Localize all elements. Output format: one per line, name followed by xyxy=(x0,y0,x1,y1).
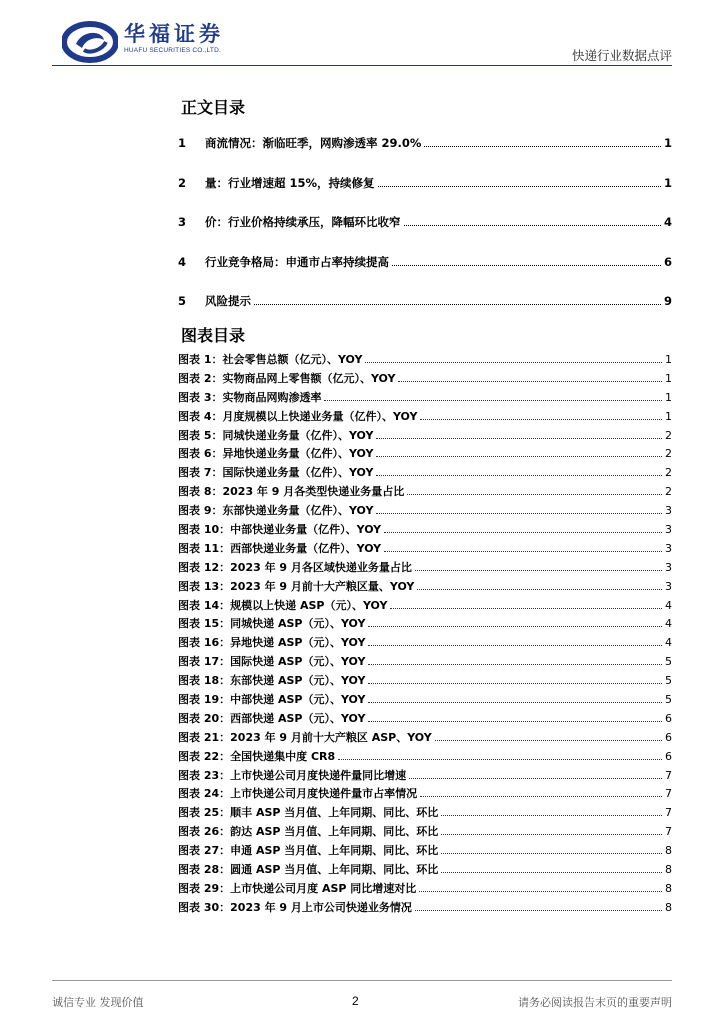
figure-entry[interactable] xyxy=(178,767,672,786)
toc-dot-leader xyxy=(435,740,662,741)
figure-entry-title[interactable]: 图表 19：中部快递 ASP（元）、YOY xyxy=(178,693,366,707)
figure-entry-page: 1 xyxy=(665,353,672,366)
toc-entry-title[interactable]: 行业竞争格局：申通市占率持续提高 xyxy=(205,254,389,269)
toc-entry-page: 4 xyxy=(663,215,672,229)
toc-entry-title[interactable]: 价：行业价格持续承压，降幅环比收窄 xyxy=(205,215,401,229)
company-logo xyxy=(62,18,252,64)
toc-dot-leader xyxy=(384,551,662,552)
toc-entry[interactable] xyxy=(178,175,672,215)
header-divider xyxy=(52,65,672,66)
toc-dot-leader xyxy=(376,438,662,439)
toc-dot-leader xyxy=(392,265,661,266)
figure-entry[interactable] xyxy=(178,653,672,672)
toc-entry-number: 5 xyxy=(178,294,187,308)
toc-dot-leader xyxy=(420,419,662,420)
figure-entry-page: 8 xyxy=(665,881,672,895)
toc-dot-leader xyxy=(441,853,662,854)
figure-entry[interactable] xyxy=(178,464,672,483)
figure-entry-title[interactable]: 图表 17：国际快递 ASP（元）、YOY xyxy=(178,655,366,669)
figure-entry-title[interactable]: 图表 2：实物商品网上零售额（亿元）、YOY xyxy=(178,371,396,385)
figure-entry-title[interactable]: 图表 24：上市快递公司月度快递件量市占率情况 xyxy=(178,787,418,801)
figure-entry-page: 1 xyxy=(665,409,672,423)
figure-entry[interactable] xyxy=(178,899,672,918)
figure-entry-page: 4 xyxy=(665,598,672,612)
toc-entry[interactable] xyxy=(178,135,672,175)
toc-dot-leader xyxy=(424,146,661,147)
figure-entry-page: 3 xyxy=(665,504,672,518)
toc-entry-number: 4 xyxy=(178,254,187,269)
figure-entry-page: 5 xyxy=(665,655,672,669)
toc-dot-leader xyxy=(404,225,661,226)
toc-entry-number: 1 xyxy=(178,136,187,150)
figure-entry-title[interactable]: 图表 15：同城快递 ASP（元）、YOY xyxy=(178,617,366,631)
figure-entry-page: 2 xyxy=(665,466,672,480)
figure-entry[interactable] xyxy=(178,804,672,823)
figure-entry[interactable] xyxy=(178,597,672,616)
figure-entry-title[interactable]: 图表 5：同城快递业务量（亿件）、YOY xyxy=(178,428,374,442)
figure-entry[interactable] xyxy=(178,842,672,861)
toc-dot-leader xyxy=(390,608,662,609)
main-toc-list xyxy=(178,135,672,333)
figure-entry-page: 4 xyxy=(665,636,672,650)
figure-entry-page: 1 xyxy=(665,390,672,404)
figure-entry-title[interactable]: 图表 27：申通 ASP 当月值、上年同期、同比、环比 xyxy=(178,844,439,858)
figure-entry-title[interactable]: 图表 9：东部快递业务量（亿件）、YOY xyxy=(178,504,374,518)
figure-entry[interactable] xyxy=(178,540,672,559)
figure-entry-page: 6 xyxy=(665,749,672,763)
figure-entry[interactable] xyxy=(178,521,672,540)
figure-entry[interactable] xyxy=(178,710,672,729)
figure-entry-title[interactable]: 图表 30：2023 年 9 月上市公司快递业务情况 xyxy=(178,900,412,914)
footer-slogan: 诚信专业 发现价值 xyxy=(52,996,144,1009)
figure-entry[interactable] xyxy=(178,861,672,880)
figure-entry-page: 4 xyxy=(665,617,672,631)
figure-entry[interactable] xyxy=(178,445,672,464)
huafu-logo-icon xyxy=(62,20,118,64)
toc-dot-leader xyxy=(420,796,662,797)
figure-toc-list xyxy=(178,351,672,918)
toc-dot-leader xyxy=(338,759,662,760)
figure-entry-page: 6 xyxy=(665,711,672,725)
figure-entry[interactable] xyxy=(178,427,672,446)
toc-dot-leader xyxy=(368,721,662,722)
figure-entry[interactable] xyxy=(178,823,672,842)
toc-dot-leader xyxy=(409,778,662,779)
toc-dot-leader xyxy=(415,570,662,571)
toc-dot-leader xyxy=(376,513,662,514)
figure-entry[interactable] xyxy=(178,672,672,691)
figure-entry-page: 6 xyxy=(665,730,672,744)
toc-dot-leader xyxy=(324,400,662,401)
toc-dot-leader xyxy=(376,475,662,476)
figure-entry-title[interactable]: 图表 1：社会零售总额（亿元）、YOY xyxy=(178,353,363,366)
figure-entry-title[interactable]: 图表 4：月度规模以上快递业务量（亿件）、YOY xyxy=(178,409,418,423)
figure-entry[interactable] xyxy=(178,729,672,748)
figure-entry-title[interactable]: 图表 21：2023 年 9 月前十大产粮区 ASP、YOY xyxy=(178,730,432,744)
figure-entry[interactable] xyxy=(178,502,672,521)
figure-entry-title[interactable]: 图表 13：2023 年 9 月前十大产粮区量、YOY xyxy=(178,579,415,593)
toc-dot-leader xyxy=(419,891,662,892)
toc-dot-leader xyxy=(407,494,662,495)
toc-dot-leader xyxy=(368,626,662,627)
toc-dot-leader xyxy=(398,381,662,382)
figure-entry-title[interactable]: 图表 3：实物商品网购渗透率 xyxy=(178,390,322,404)
figure-entry-page: 7 xyxy=(665,787,672,801)
main-toc-title: 正文目录 xyxy=(181,98,246,117)
figure-entry-title[interactable]: 图表 7：国际快递业务量（亿件）、YOY xyxy=(178,466,374,480)
figure-entry-title[interactable]: 图表 12：2023 年 9 月各区域快递业务量占比 xyxy=(178,560,412,574)
figure-entry-page: 5 xyxy=(665,674,672,688)
toc-dot-leader xyxy=(368,664,662,665)
figure-entry-page: 7 xyxy=(665,768,672,782)
figure-entry-page: 8 xyxy=(665,863,672,877)
logo-chinese-name: 华福证券 xyxy=(124,22,224,46)
toc-entry[interactable] xyxy=(178,293,672,333)
toc-entry-page: 9 xyxy=(663,294,672,308)
figure-entry[interactable] xyxy=(178,880,672,899)
toc-dot-leader xyxy=(368,645,662,646)
toc-entry[interactable] xyxy=(178,214,672,254)
figure-toc-title: 图表目录 xyxy=(181,326,246,345)
figure-entry[interactable] xyxy=(178,408,672,427)
figure-entry-page: 3 xyxy=(665,560,672,574)
toc-dot-leader xyxy=(415,910,662,911)
figure-entry-page: 2 xyxy=(665,428,672,442)
figure-entry[interactable] xyxy=(178,351,672,370)
figure-entry-title[interactable]: 图表 22：全国快递集中度 CR8 xyxy=(178,749,336,763)
figure-entry-title[interactable]: 图表 20：西部快递 ASP（元）、YOY xyxy=(178,711,366,725)
figure-entry[interactable] xyxy=(178,615,672,634)
page-number: 2 xyxy=(352,994,359,1008)
figure-entry-page: 8 xyxy=(665,844,672,858)
toc-dot-leader xyxy=(376,456,662,457)
toc-dot-leader xyxy=(365,362,662,363)
figure-entry-page: 2 xyxy=(665,447,672,461)
report-type-label: 快递行业数据点评 xyxy=(571,48,672,63)
toc-entry-title[interactable]: 商流情况：渐临旺季，网购渗透率 29.0% xyxy=(205,136,422,150)
figure-entry[interactable] xyxy=(178,634,672,653)
figure-entry-page: 3 xyxy=(665,523,672,537)
footer-divider xyxy=(52,980,672,981)
figure-entry-page: 3 xyxy=(665,579,672,593)
figure-entry-page: 5 xyxy=(665,693,672,707)
figure-entry[interactable] xyxy=(178,370,672,389)
toc-entry-title[interactable]: 风险提示 xyxy=(205,294,251,308)
figure-entry-page: 7 xyxy=(665,806,672,820)
toc-entry-page: 6 xyxy=(663,254,672,269)
figure-entry[interactable] xyxy=(178,748,672,767)
figure-entry[interactable] xyxy=(178,483,672,502)
figure-entry-page: 2 xyxy=(665,485,672,499)
footer-disclaimer-note: 请务必阅读报告末页的重要声明 xyxy=(518,996,672,1009)
figure-entry-title[interactable]: 图表 26：韵达 ASP 当月值、上年同期、同比、环比 xyxy=(178,825,439,839)
figure-entry[interactable] xyxy=(178,578,672,597)
toc-entry-number: 3 xyxy=(178,215,187,229)
toc-dot-leader xyxy=(368,702,662,703)
toc-entry-page: 1 xyxy=(663,175,672,190)
figure-entry-title[interactable]: 图表 16：异地快递 ASP（元）、YOY xyxy=(178,636,366,650)
logo-english-name: HUAFU SECURITIES CO.,LTD. xyxy=(124,47,221,54)
toc-dot-leader xyxy=(441,872,662,873)
toc-dot-leader xyxy=(368,683,662,684)
figure-entry-title[interactable]: 图表 29：上市快递公司月度 ASP 同比增速对比 xyxy=(178,881,417,895)
toc-dot-leader xyxy=(384,532,662,533)
figure-entry-title[interactable]: 图表 6：异地快递业务量（亿件）、YOY xyxy=(178,447,374,461)
figure-entry-page: 8 xyxy=(665,900,672,914)
figure-entry-page: 7 xyxy=(665,825,672,839)
figure-entry-title[interactable]: 图表 23：上市快递公司月度快递件量同比增速 xyxy=(178,768,407,782)
toc-dot-leader xyxy=(441,815,662,816)
figure-entry-title[interactable]: 图表 10：中部快递业务量（亿件）、YOY xyxy=(178,523,382,537)
figure-entry-title[interactable]: 图表 8：2023 年 9 月各类型快递业务量占比 xyxy=(178,485,405,499)
figure-entry-title[interactable]: 图表 25：顺丰 ASP 当月值、上年同期、同比、环比 xyxy=(178,806,439,820)
figure-entry[interactable] xyxy=(178,559,672,578)
figure-entry[interactable] xyxy=(178,389,672,408)
toc-entry[interactable] xyxy=(178,254,672,294)
toc-dot-leader xyxy=(417,589,662,590)
toc-entry-number: 2 xyxy=(178,175,187,190)
figure-entry-title[interactable]: 图表 28：圆通 ASP 当月值、上年同期、同比、环比 xyxy=(178,863,439,877)
toc-entry-page: 1 xyxy=(663,136,672,150)
figure-entry-page: 3 xyxy=(665,541,672,555)
toc-dot-leader xyxy=(254,304,661,305)
figure-entry-title[interactable]: 图表 18：东部快递 ASP（元）、YOY xyxy=(178,674,366,688)
figure-entry-title[interactable]: 图表 11：西部快递业务量（亿件）、YOY xyxy=(178,541,382,555)
toc-entry-title[interactable]: 量：行业增速超 15%，持续修复 xyxy=(205,175,375,190)
figure-entry[interactable] xyxy=(178,785,672,804)
figure-entry[interactable] xyxy=(178,691,672,710)
toc-dot-leader xyxy=(441,834,662,835)
toc-dot-leader xyxy=(378,186,661,187)
figure-entry-page: 1 xyxy=(665,371,672,385)
figure-entry-title[interactable]: 图表 14：规模以上快递 ASP（元）、YOY xyxy=(178,598,388,612)
